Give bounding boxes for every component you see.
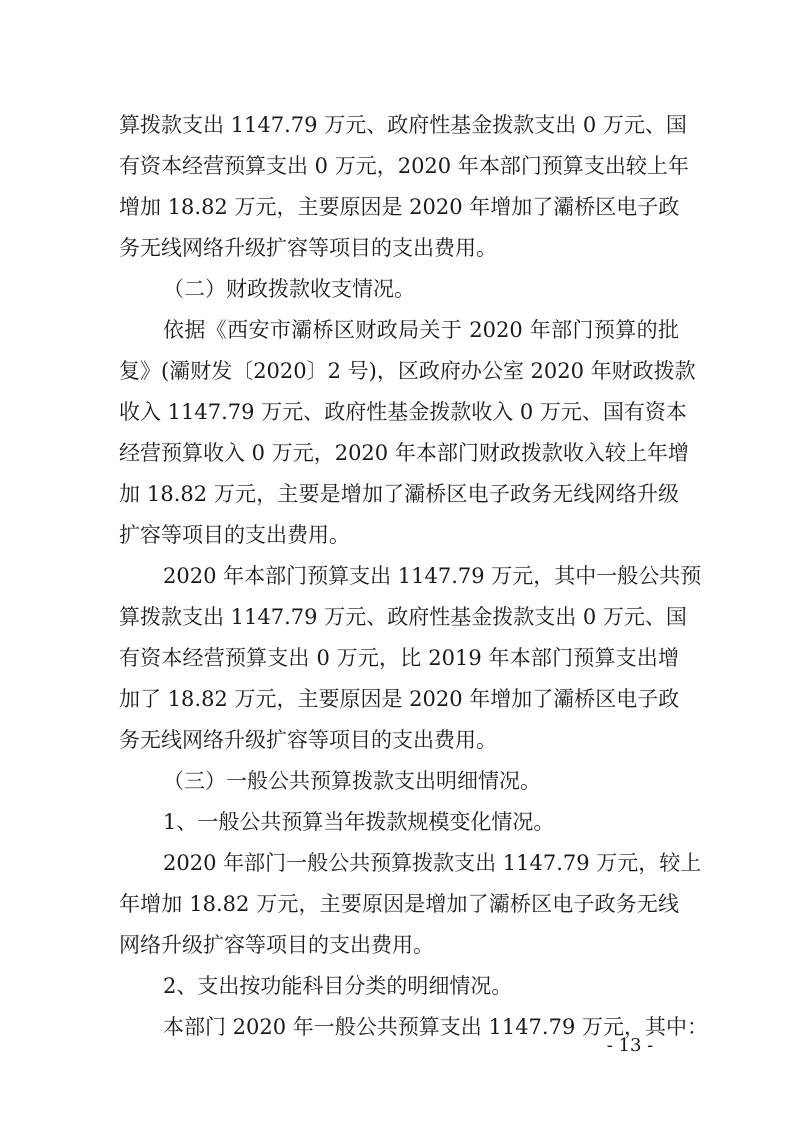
paragraph-line: 2020 年本部门预算支出 1147.79 万元，其中一般公共预 xyxy=(163,564,702,588)
paragraph-line: 务无线网络升级扩容等项目的支出费用。 xyxy=(119,236,497,260)
paragraph-line: 增加 18.82 万元，主要原因是 2020 年增加了灞桥区电子政 xyxy=(119,195,680,219)
paragraph-line: 2020 年部门一般公共预算拨款支出 1147.79 万元，较上 xyxy=(163,851,702,875)
paragraph-line: 收入 1147.79 万元、政府性基金拨款收入 0 万元、国有资本 xyxy=(119,400,687,424)
paragraph-line: 务无线网络升级扩容等项目的支出费用。 xyxy=(119,728,497,752)
paragraph-line: 扩容等项目的支出费用。 xyxy=(119,523,350,547)
paragraph-line: 算拨款支出 1147.79 万元、政府性基金拨款支出 0 万元、国 xyxy=(119,605,687,629)
paragraph-line: 有资本经营预算支出 0 万元，2020 年本部门预算支出较上年 xyxy=(119,154,689,178)
paragraph-line: 年增加 18.82 万元，主要原因是增加了灞桥区电子政务无线 xyxy=(119,892,679,916)
subsection-heading: 1、一般公共预算当年拨款规模变化情况。 xyxy=(163,810,555,834)
paragraph-line: 本部门 2020 年一般公共预算支出 1147.79 万元，其中： xyxy=(163,1015,708,1039)
paragraph-line: 加 18.82 万元，主要是增加了灞桥区电子政务无线网络升级 xyxy=(119,482,679,506)
paragraph-line: 经营预算收入 0 万元，2020 年本部门财政拨款收入较上年增 xyxy=(119,441,689,465)
paragraph-line: 依据《西安市灞桥区财政局关于 2020 年部门预算的批 xyxy=(163,318,679,342)
paragraph-line: 有资本经营预算支出 0 万元，比 2019 年本部门预算支出增 xyxy=(119,646,679,670)
section-heading: （二）财政拨款收支情况。 xyxy=(163,277,415,301)
paragraph-line: 网络升级扩容等项目的支出费用。 xyxy=(119,933,434,957)
subsection-heading: 2、支出按功能科目分类的明细情况。 xyxy=(163,974,513,998)
paragraph-line: 算拨款支出 1147.79 万元、政府性基金拨款支出 0 万元、国 xyxy=(119,113,687,137)
paragraph-line: 加了 18.82 万元，主要原因是 2020 年增加了灞桥区电子政 xyxy=(119,687,680,711)
page-number: - 13 - xyxy=(606,1035,654,1056)
section-heading: （三）一般公共预算拨款支出明细情况。 xyxy=(163,769,541,793)
paragraph-line: 复》(灞财发〔2020〕2 号)，区政府办公室 2020 年财政拨款 xyxy=(119,359,696,383)
